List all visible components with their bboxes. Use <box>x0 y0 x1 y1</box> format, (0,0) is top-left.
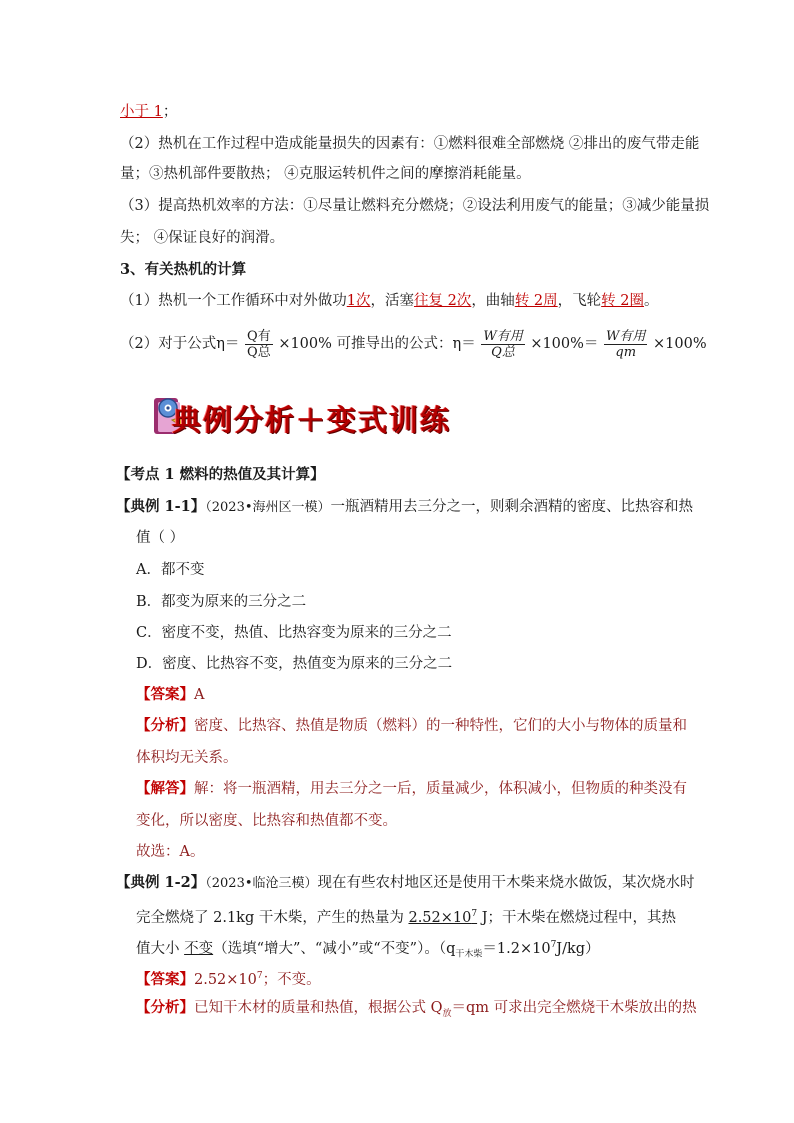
seg: ，飞轮 <box>557 293 602 309</box>
text-line-4: （3）提高热机效率的方法：①尽量让燃料充分燃烧；②设法利用废气的能量；③减少能量损 <box>120 198 710 214</box>
answer-value: A <box>194 687 205 703</box>
example-1-2-question-cont <box>136 904 676 928</box>
subscript: 放 <box>442 1008 452 1019</box>
fill-blank-heat <box>408 910 477 926</box>
seg: 完全燃烧了 2.1kg 干木柴，产生的热量为 <box>136 909 409 926</box>
seg: ＝1.2×10 <box>482 940 551 957</box>
frac-den: Q总 <box>247 344 271 360</box>
text-line-2: （2）热机在工作过程中造成能量损失的因素有：①燃料很难全部燃烧 ②排出的废气带走能 <box>120 136 700 152</box>
seg: 值大小 <box>136 940 185 957</box>
frac-den: Q总 <box>491 344 515 360</box>
example-1-1-question <box>116 497 693 518</box>
frac-den: qm <box>615 344 637 360</box>
question-text: 一瓶酒精用去三分之一，则剩余酒精的密度、比热容和热 <box>330 499 694 515</box>
seg: （2）对于公式η＝ <box>120 336 240 352</box>
fraction-2 <box>481 329 524 360</box>
solution-tag: 【解答】 <box>136 780 194 797</box>
answer-line-2 <box>136 966 321 990</box>
example-1-1-question-cont: 值（ ） <box>136 530 185 546</box>
analysis-line-ex2 <box>136 998 697 1024</box>
seg: （选填“增大”、“减小”或“不变”）。（q <box>213 940 456 957</box>
seg: J；干木柴在燃烧过程中，其热 <box>477 909 677 926</box>
answer-tag: 【答案】 <box>136 686 194 703</box>
example-1-2-question <box>116 873 695 894</box>
frac-num: W有用 <box>483 328 523 344</box>
answer-value: 2.52×10 <box>194 971 257 988</box>
answer-less-than-one: 小于 1 <box>120 104 163 120</box>
seg: 。 <box>644 293 659 309</box>
subscript: 干木柴 <box>455 949 483 960</box>
superscript: 7 <box>471 909 478 919</box>
analysis-text: 密度、比热容、热值是物质（燃料）的一种特性，它们的大小与物体的质量和 <box>194 718 687 734</box>
fill-blank-3: 转 2周 <box>514 293 558 309</box>
seg: J/kg） <box>556 940 600 957</box>
topic-heading: 【考点 1 燃料的热值及其计算】 <box>116 466 325 483</box>
choice-line: 故选：A。 <box>136 844 205 860</box>
analysis-tag: 【分析】 <box>136 717 194 734</box>
example-tag: 【典例 1-1】 <box>116 498 206 515</box>
seg: ，曲轴 <box>471 293 515 309</box>
seg: （1）热机一个工作循环中对外做功 <box>120 293 347 309</box>
analysis-line-2: 体积均无关系。 <box>136 750 238 766</box>
text-line-1 <box>120 102 177 122</box>
analysis-line-1 <box>136 716 687 736</box>
blank-value: 2.52×10 <box>408 909 472 926</box>
option-a: A．都不变 <box>136 562 205 578</box>
seg: ×100% <box>653 336 707 352</box>
text-line-7 <box>120 291 659 311</box>
frac-num: Q有 <box>247 328 271 344</box>
option-c: C．密度不变，热值、比热容变为原来的三分之二 <box>136 625 452 641</box>
fill-blank-value: 不变 <box>184 940 214 957</box>
solution-text: 解：将一瓶酒精，用去三分之一后，质量减少，体积减小，但物质的种类没有 <box>194 781 687 797</box>
solution-line-1 <box>136 779 687 799</box>
analysis-text: 已知干木材的质量和热值，根据公式 Q <box>194 1000 443 1016</box>
option-d: D．密度、比热容不变，热值变为原来的三分之二 <box>136 656 453 672</box>
option-b: B．都变为原来的三分之二 <box>136 594 307 610</box>
punct: ； <box>162 104 178 120</box>
seg: ，活塞 <box>370 293 414 309</box>
answer-tag: 【答案】 <box>136 970 194 988</box>
answer-line <box>136 685 204 705</box>
question-text: 现在有些农村地区还是使用干木柴来烧水做饭，某次烧水时 <box>317 875 695 891</box>
fraction-3 <box>604 329 647 360</box>
answer-rest: ；不变。 <box>262 971 321 988</box>
analysis-text: ＝qm 可求出完全燃烧干木柴放出的热 <box>451 1000 697 1016</box>
superscript: 7 <box>550 940 557 950</box>
fill-blank-2: 往复 2次 <box>413 293 472 309</box>
example-source: （2023•临沧三模） <box>205 876 318 891</box>
fraction-1 <box>245 329 273 360</box>
example-source: （2023•海州区一模） <box>205 500 331 515</box>
solution-line-2: 变化，所以密度、比热容和热值都不变。 <box>136 813 397 829</box>
section-heading-calc: 3、有关热机的计算 <box>120 261 247 278</box>
frac-num: W有用 <box>606 328 646 344</box>
example-tag: 【典例 1-2】 <box>116 874 206 891</box>
fill-blank-1: 1次 <box>346 293 371 309</box>
fill-blank-4: 转 2圈 <box>601 293 644 309</box>
seg: ×100%＝ <box>530 336 599 352</box>
text-line-5: 失； ④保证良好的润滑。 <box>120 230 285 246</box>
banner-title: 典例分析＋变式训练 <box>172 403 452 437</box>
analysis-tag: 【分析】 <box>136 999 194 1016</box>
example-1-2-question-cont-2 <box>136 935 600 965</box>
formula-line <box>120 328 707 360</box>
seg: ×100% 可推导出的公式：η＝ <box>278 336 476 352</box>
text-line-3: 量；③热机部件要散热； ④克服运转机件之间的摩擦消耗能量。 <box>120 166 531 182</box>
superscript: 7 <box>256 971 263 981</box>
